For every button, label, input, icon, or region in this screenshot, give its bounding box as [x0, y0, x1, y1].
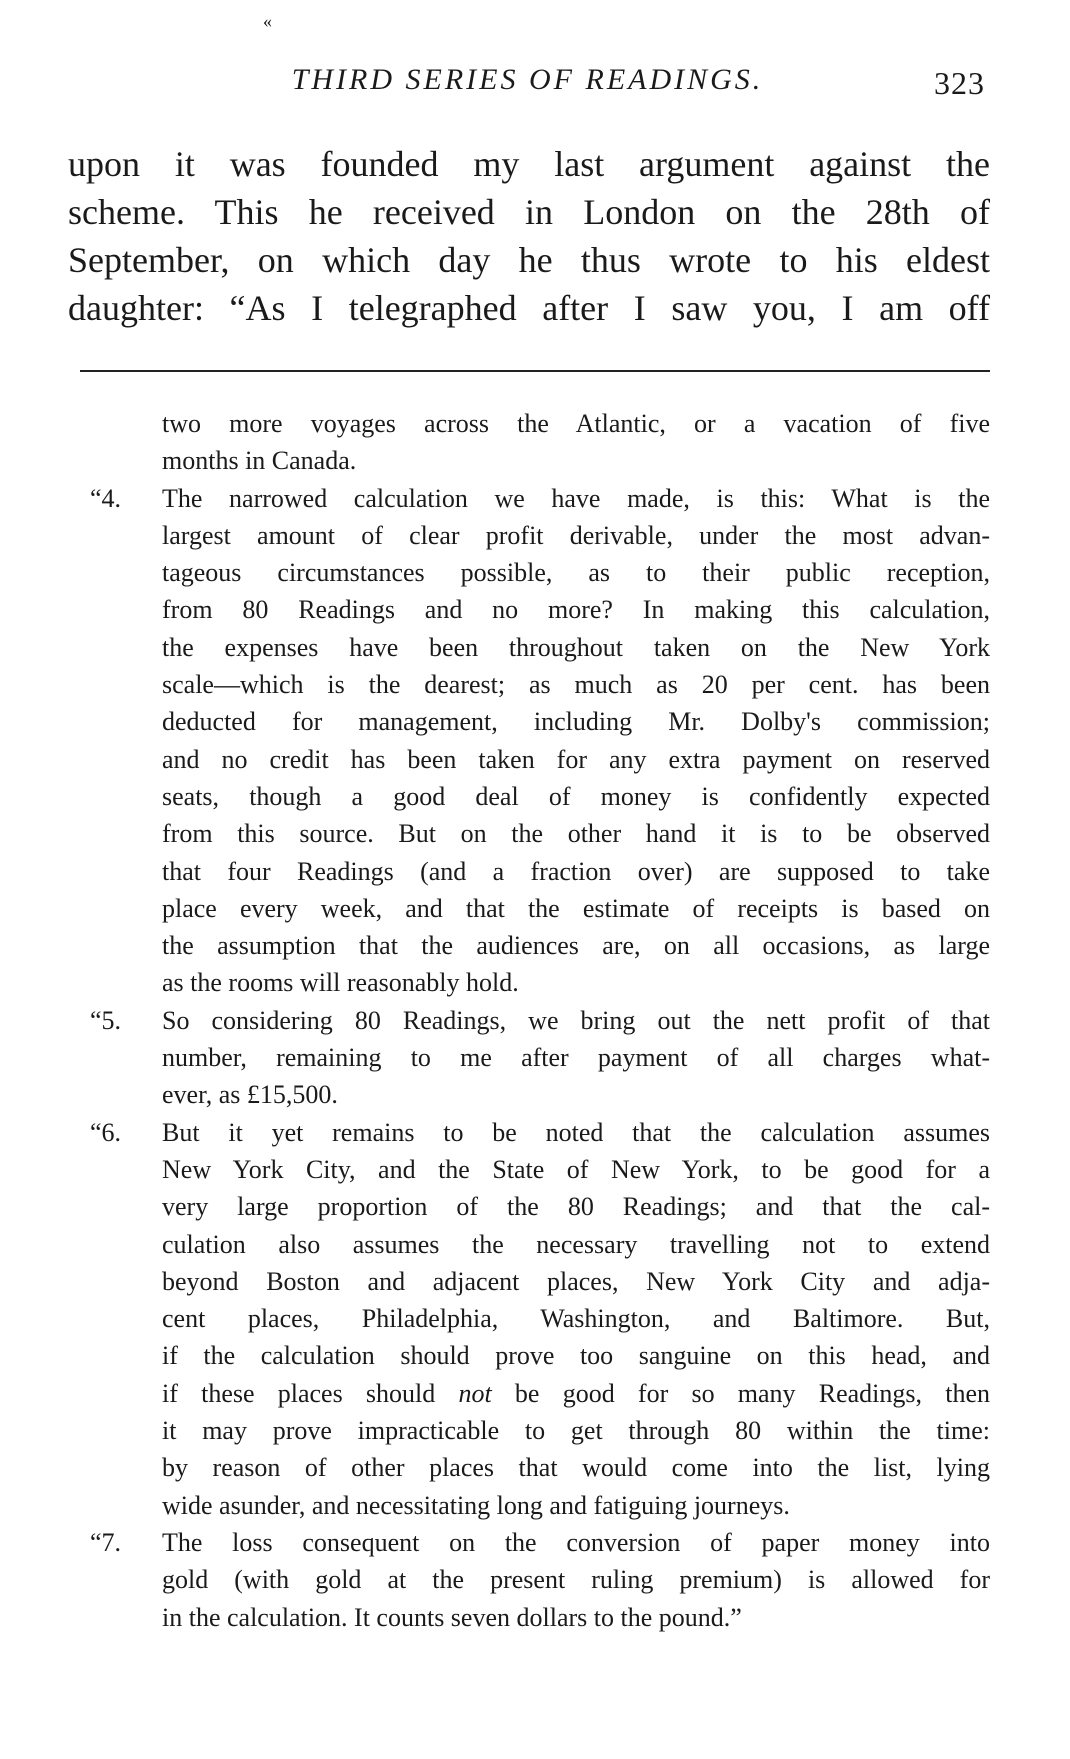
main-text-line: upon it was founded my last argument against the — [68, 144, 990, 184]
footnote-line: from this source. But on the other hand it is to be observed — [162, 819, 990, 849]
footnote-line: The loss consequent on the conversion of paper money into — [162, 1527, 990, 1557]
footnote-line: months in Canada. — [162, 446, 357, 476]
footnote-divider — [80, 370, 990, 372]
page-header — [60, 55, 995, 105]
footnote-text: be good for so many Readings, then — [491, 1378, 991, 1408]
footnote-line: scale—which is the dearest; as much as 20 per cent. has been — [162, 670, 990, 700]
footnote-number: “4. — [90, 483, 122, 513]
footnote-line: and no credit has been taken for any extra payment on reserved — [162, 744, 990, 774]
footnote-body — [162, 1524, 990, 1636]
footnote-line: wide asunder, and necessitating long and fatiguing journeys. — [162, 1490, 790, 1520]
footnote-line: deducted for management, including Mr. Dolby's commission; — [162, 707, 990, 737]
footnote-text: if these places should — [162, 1378, 459, 1408]
footnote-line: from 80 Readings and no more? In making this calculation, — [162, 595, 990, 625]
footnote-continuation — [90, 405, 990, 480]
footnote-line: The narrowed calculation we have made, is this: What is the — [162, 483, 990, 513]
footnote-line: very large proportion of the 80 Readings; and that the cal- — [162, 1192, 990, 1222]
footnote-line: place every week, and that the estimate of receipts is based on — [162, 893, 990, 923]
footnote-item-5 — [90, 1002, 990, 1114]
footnote-body — [162, 1114, 990, 1524]
footnotes — [90, 405, 990, 1636]
printer-mark: « — [263, 11, 272, 31]
footnote-line: But it yet remains to be noted that the calculation assumes — [162, 1117, 990, 1147]
footnote-line: culation also assumes the necessary travelling not to extend — [162, 1229, 990, 1259]
footnote-line: if the calculation should prove too sanguine on this head, and — [162, 1341, 990, 1371]
main-text-line: September, on which day he thus wrote to his eldest — [68, 240, 990, 280]
footnote-line — [162, 1375, 990, 1412]
main-text-line: daughter: “As I telegraphed after I saw you, I am off — [68, 288, 990, 328]
footnote-item-7 — [90, 1524, 990, 1636]
footnote-line: seats, though a good deal of money is confidently expected — [162, 781, 990, 811]
footnote-number: “6. — [90, 1117, 122, 1147]
footnote-line: So considering 80 Readings, we bring out the nett profit of that — [162, 1005, 990, 1035]
footnote-line: in the calculation. It counts seven dollars to the pound.” — [162, 1602, 742, 1632]
footnote-line: tageous circumstances possible, as to their public reception, — [162, 558, 990, 588]
footnote-number: “5. — [90, 1005, 122, 1035]
emphasis-not: not — [458, 1378, 492, 1408]
main-text-line: scheme. This he received in London on the 28th of — [68, 192, 990, 232]
footnote-line: largest amount of clear profit derivable, under the most advan- — [162, 520, 990, 550]
footnote-line: two more voyages across the Atlantic, or a vacation of five — [162, 409, 990, 438]
footnote-line: New York City, and the State of New York, to be good for a — [162, 1154, 990, 1184]
footnote-line: as the rooms will reasonably hold. — [162, 968, 519, 998]
main-text — [68, 140, 990, 332]
footnote-line: it may prove impracticable to get through 80 within the time: — [162, 1416, 990, 1446]
footnote-line: gold (with gold at the present ruling premium) is allowed for — [162, 1565, 990, 1595]
footnote-line: ever, as £15,500. — [162, 1080, 338, 1110]
footnote-body — [162, 480, 990, 1002]
footnote-line: by reason of other places that would come into the list, lying — [162, 1453, 990, 1483]
footnote-line: that four Readings (and a fraction over) are supposed to take — [162, 856, 990, 886]
footnote-line: cent places, Philadelphia, Washington, and Baltimore. But, — [162, 1304, 990, 1334]
footnote-line: the assumption that the audiences are, on all occasions, as large — [162, 931, 990, 961]
running-title: THIRD SERIES OF READINGS. — [291, 63, 764, 96]
footnote-line: beyond Boston and adjacent places, New York City and adja- — [162, 1266, 990, 1296]
footnote-line: the expenses have been throughout taken on the New York — [162, 632, 990, 662]
page-number: 323 — [934, 65, 985, 101]
footnote-body — [162, 1002, 990, 1114]
footnote-item-4 — [90, 480, 990, 1002]
footnote-line: number, remaining to me after payment of all charges what- — [162, 1043, 990, 1073]
footnote-item-6 — [90, 1114, 990, 1524]
footnote-number: “7. — [90, 1527, 122, 1557]
